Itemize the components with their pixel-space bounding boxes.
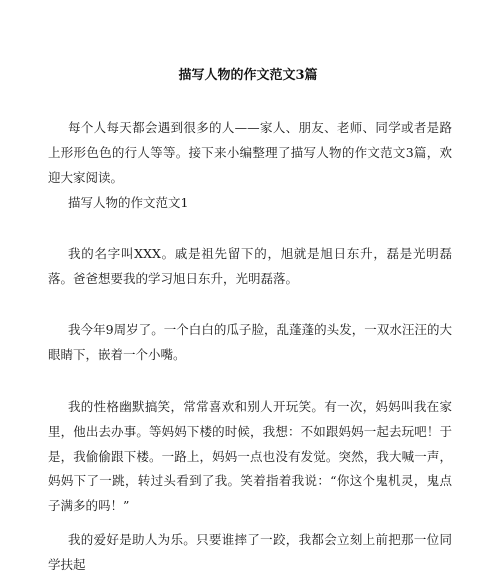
intro-paragraph: 每个人每天都会遇到很多的人——家人、朋友、老师、同学或者是路上形形色色的行人等等。接下来小编整理了描写人物的作文范文3篇，欢迎大家阅读。: [48, 120, 452, 185]
document-title: 描写人物的作文范文3篇: [178, 68, 318, 83]
body-paragraph: 我的爱好是助人为乐。只要谁摔了一跤，我都会立刻上前把那一位同学扶起: [48, 532, 452, 572]
section-heading: 描写人物的作文范文1: [68, 195, 189, 210]
body-paragraph: 我今年9周岁了。一个白白的瓜子脸，乱蓬蓬的头发，一双水汪汪的大眼睛下，嵌着一个小嘴。: [48, 322, 452, 362]
body-paragraph: 我的性格幽默搞笑，常常喜欢和别人开玩笑。有一次，妈妈叫我在家里，他出去办事。等妈妈下楼的时候，我想：不如跟妈妈一起去玩吧！于是，我偷偷跟下楼。一路上，妈妈一点也没有发觉。突然，我大喊一声，妈妈下了一跳，转过头看到了我。笑着指着我说：“你这个鬼机灵，鬼点子满多的吗！”: [48, 399, 452, 514]
body-paragraph: 我的名字叫XXX。戚是祖先留下的，旭就是旭日东升，磊是光明磊落。爸爸想要我的学习旭日东升，光明磊落。: [48, 246, 452, 286]
